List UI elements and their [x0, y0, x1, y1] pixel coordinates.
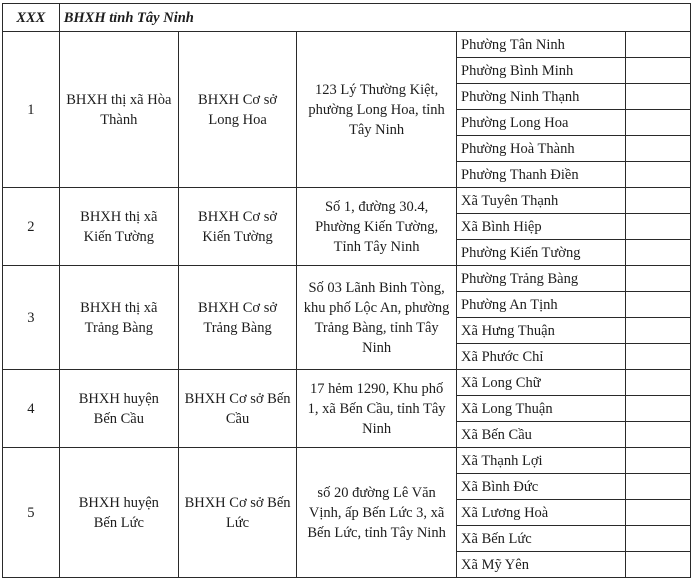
- ward-cell: Phường Long Hoa: [457, 110, 626, 136]
- empty-cell: [625, 526, 690, 552]
- ward-cell: Xã Long Thuận: [457, 396, 626, 422]
- empty-cell: [625, 422, 690, 448]
- ward-cell: Phường Thanh Điền: [457, 162, 626, 188]
- header-title: BHXH tỉnh Tây Ninh: [59, 4, 690, 32]
- ward-cell: Phường Trảng Bàng: [457, 266, 626, 292]
- address-cell: [297, 266, 457, 370]
- empty-cell: [625, 136, 690, 162]
- ward-cell: Xã Bến Cầu: [457, 422, 626, 448]
- stt-cell: 1: [3, 32, 60, 188]
- table-row: [3, 188, 691, 214]
- empty-cell: [625, 344, 690, 370]
- header-code: XXX: [3, 4, 60, 32]
- office-cell-line: BHXH Cơ sở: [198, 299, 278, 316]
- address-cell: [297, 32, 457, 188]
- address-cell-line: Số 03 Lãnh Binh Tòng,: [308, 279, 445, 296]
- office-cell: [178, 266, 296, 370]
- office-cell-line: BHXH Cơ sở Bến: [184, 390, 291, 407]
- address-cell-line: Trảng Bàng, tỉnh Tây: [314, 319, 439, 336]
- empty-cell: [625, 474, 690, 500]
- office-cell: [178, 370, 296, 448]
- district-cell-line: Bến Cầu: [93, 410, 144, 427]
- address-cell-line: 123 Lý Thường Kiệt,: [315, 81, 439, 98]
- ward-cell: Xã Mỹ Yên: [457, 552, 626, 578]
- address-cell: [297, 370, 457, 448]
- district-cell: [59, 32, 178, 188]
- ward-cell: Xã Hưng Thuận: [457, 318, 626, 344]
- empty-cell: [625, 84, 690, 110]
- office-cell-line: Kiến Tường: [202, 228, 273, 245]
- address-cell-line: Tây Ninh: [349, 121, 405, 138]
- office-cell-line: BHXH Cơ sở Bến: [184, 494, 291, 511]
- ward-cell: Xã Long Chữ: [457, 370, 626, 396]
- district-cell-line: Bến Lức: [93, 514, 144, 531]
- ward-cell: Xã Bình Đức: [457, 474, 626, 500]
- address-cell-line: Phường Kiến Tường,: [315, 218, 439, 235]
- address-cell-line: Tỉnh Tây Ninh: [333, 238, 420, 255]
- empty-cell: [625, 500, 690, 526]
- empty-cell: [625, 214, 690, 240]
- empty-cell: [625, 552, 690, 578]
- ward-cell: Phường Tân Ninh: [457, 32, 626, 58]
- address-cell: [297, 188, 457, 266]
- district-cell-line: Trảng Bàng: [84, 319, 153, 336]
- empty-cell: [625, 240, 690, 266]
- table-row: [3, 448, 691, 474]
- unit-table: [2, 3, 691, 578]
- address-cell-line: phường Long Hoa, tỉnh: [308, 101, 445, 118]
- address-cell-line: 1, xã Bến Cầu, tỉnh Tây: [307, 400, 446, 417]
- address-cell-line: Vịnh, ấp Bến Lức 3, xã: [308, 504, 445, 521]
- address-cell-line: số 20 đường Lê Văn: [317, 484, 436, 501]
- empty-cell: [625, 58, 690, 84]
- table-row: [3, 266, 691, 292]
- address-cell-line: Số 1, đường 30.4,: [324, 198, 429, 215]
- header-row: [3, 4, 691, 32]
- empty-cell: [625, 32, 690, 58]
- ward-cell: Phường Bình Minh: [457, 58, 626, 84]
- empty-cell: [625, 396, 690, 422]
- ward-cell: Phường An Tịnh: [457, 292, 626, 318]
- address-cell-line: Bến Lức, tỉnh Tây Ninh: [307, 524, 446, 541]
- empty-cell: [625, 448, 690, 474]
- district-cell-line: Kiến Tường: [83, 228, 155, 245]
- ward-cell: Phường Kiến Tường: [457, 240, 626, 266]
- address-cell-line: 17 hẻm 1290, Khu phố: [309, 380, 444, 397]
- empty-cell: [625, 110, 690, 136]
- district-cell-line: BHXH thị xã: [80, 208, 158, 225]
- empty-cell: [625, 370, 690, 396]
- ward-cell: Phường Ninh Thạnh: [457, 84, 626, 110]
- district-cell: [59, 188, 178, 266]
- empty-cell: [625, 266, 690, 292]
- ward-cell: Phường Hoà Thành: [457, 136, 626, 162]
- empty-cell: [625, 162, 690, 188]
- address-cell-line: khu phố Lộc An, phường: [303, 299, 450, 316]
- ward-cell: Xã Lương Hoà: [457, 500, 626, 526]
- address-cell-line: Ninh: [362, 339, 392, 356]
- district-cell: [59, 370, 178, 448]
- table-row: [3, 370, 691, 396]
- ward-cell: Xã Thạnh Lợi: [457, 448, 626, 474]
- empty-cell: [625, 188, 690, 214]
- office-cell-line: Cầu: [225, 410, 250, 427]
- office-cell-line: Long Hoa: [208, 111, 267, 128]
- ward-cell: Xã Phước Chỉ: [457, 344, 626, 370]
- district-cell-line: BHXH thị xã: [80, 299, 158, 316]
- ward-cell: Xã Bình Hiệp: [457, 214, 626, 240]
- empty-cell: [625, 318, 690, 344]
- district-cell-line: BHXH thị xã Hòa: [66, 91, 172, 108]
- stt-cell: 3: [3, 266, 60, 370]
- district-cell-line: BHXH huyện: [78, 494, 159, 511]
- office-cell-line: Trảng Bàng: [203, 319, 272, 336]
- table-row: [3, 32, 691, 58]
- district-cell-line: BHXH huyện: [78, 390, 159, 407]
- stt-cell: 2: [3, 188, 60, 266]
- office-cell: [178, 448, 296, 578]
- stt-cell: 5: [3, 448, 60, 578]
- office-cell: [178, 188, 296, 266]
- stt-cell: 4: [3, 370, 60, 448]
- address-cell: [297, 448, 457, 578]
- ward-cell: Xã Bến Lức: [457, 526, 626, 552]
- ward-cell: Xã Tuyên Thạnh: [457, 188, 626, 214]
- district-cell: [59, 266, 178, 370]
- address-cell-line: Ninh: [362, 420, 392, 437]
- district-cell-line: Thành: [100, 111, 138, 128]
- office-cell-line: BHXH Cơ sở: [198, 91, 278, 108]
- empty-cell: [625, 292, 690, 318]
- office-cell-line: BHXH Cơ sở: [198, 208, 278, 225]
- office-cell: [178, 32, 296, 188]
- district-cell: [59, 448, 178, 578]
- office-cell-line: Lức: [225, 514, 250, 531]
